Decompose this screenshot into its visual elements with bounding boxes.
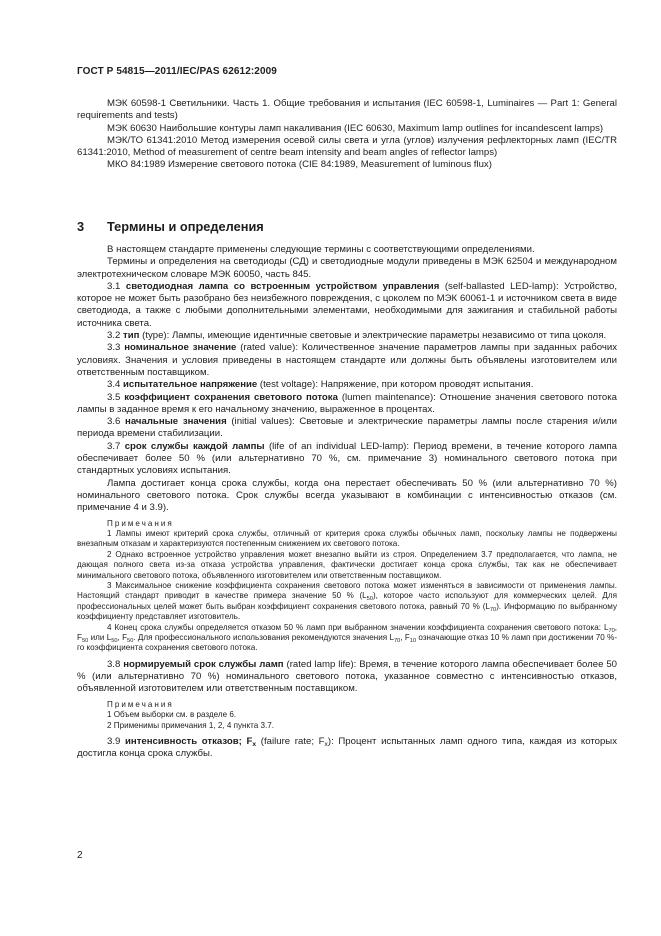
term-3-6	[77, 416, 617, 441]
term-definition: (test voltage): Напряжение, при котором проводят испытания.	[257, 379, 534, 391]
term-name: светодиодная лампа со встроенным устройством управления	[125, 280, 440, 292]
notes-title: Примечания	[107, 518, 174, 528]
note-text: 3 Максимальное снижение коэффициента сохранения светового потока может изменяться в зависимости от применения лампы. Настоящий стандарт приводит в качестве примера значение 50 % (L	[77, 580, 617, 601]
term-definition: (life of an individual LED-lamp): Период времени, в течение которого лампа обеспечивает более 50 % (или альтернативно 70 %, см. примечание 3) номинального светового потока при стандартных условиях испытания.	[77, 440, 617, 477]
term-name: коэффициент сохранения светового потока	[124, 391, 338, 403]
note-text: , F	[400, 633, 410, 642]
subscript: 50	[127, 638, 134, 644]
term-3-1	[77, 281, 617, 330]
note-text: ). Информацию по выбранному коэффициенту представляет изготовитель.	[77, 601, 617, 622]
subscript: x	[252, 740, 257, 748]
term-3-5	[77, 392, 617, 417]
term-definition: (rated value): Количественное значение параметров лампы при заданных рабочих условиях. Значения и условия приведены в настоящем стандарте или должны быть объявлены изготовителем или ответственным поставщиком.	[77, 342, 617, 378]
term-number: 3.3	[107, 342, 121, 354]
reference-item: МЭК/ТО 61341:2010 Метод измерения осевой силы света и угла (углов) излучения рефлекторных ламп (IEC/TR 61341:2010, Method of measurement of centre beam intensity and beam angles of reflector lamps)	[77, 134, 617, 159]
term-3-7-paragraph: Лампа достигает конца срока службы, когда она перестает обеспечивать 50 % (или альтернативно 70 %) номинального светового потока. Срок службы всегда указывают в комбинации с интенсивностью отказов (см. примечание 4 и 3.9).	[77, 477, 617, 514]
subscript: 50	[366, 596, 373, 603]
term-number: 3.5	[107, 391, 121, 403]
term-number: 3.2	[107, 330, 121, 342]
term-definition: ): Процент испытанных ламп одного типа, каждая из которых достигла конца срока службы.	[77, 735, 617, 760]
notes-block-3-7	[77, 519, 617, 654]
term-definition: (rated lamp life): Время, в течение которого лампа обеспечивает более 50 % (или альтернативно 70 %) номинального светового потока, указанное совместно с интенсивностью отказов, объявленной изготовителем или ответственным поставщиком.	[77, 658, 617, 695]
term-3-3	[77, 342, 617, 379]
term-name: тип	[123, 330, 140, 342]
subscript: 70	[489, 606, 497, 613]
term-number: 3.9	[107, 735, 121, 747]
term-number: 3.7	[107, 440, 121, 452]
references-list	[77, 98, 617, 172]
section-heading	[77, 219, 264, 234]
subscript: 70	[608, 627, 615, 634]
note-text: . Для профессионального использования рекомендуются значения L	[133, 633, 394, 642]
reference-item: МЭК 60598-1 Светильники. Часть 1. Общие требования и испытания (IEC 60598-1, Luminaires — Part 1: General requirements and tests)	[77, 98, 617, 122]
note-text: ), которое часто используют для коммерческих целей. Для профессиональных целей может быть выбран коэффициент сохранения светового потока, равный 70 % (L	[77, 591, 618, 611]
terms-body	[77, 244, 617, 761]
note-text: означающие отказ 10 % ламп при достижении 70 %-го коэффициента сохранения светового потока.	[77, 633, 618, 653]
term-name: начальные значения	[125, 416, 227, 428]
notes-block-3-8	[77, 700, 617, 731]
note-item: 1 Лампы имеют критерий срока службы, отличный от критерия срока службы обычных ламп, поскольку лампы не подвержены внезапным отказам и характеризуются постепенным снижением их светового потока.	[77, 528, 617, 549]
note-item	[77, 581, 617, 623]
term-definition: (initial values): Световые и электрические параметры лампы после старения и/или периода времени стабилизации.	[77, 416, 618, 440]
term-3-4	[77, 379, 617, 391]
subscript: 50	[81, 638, 89, 644]
term-name: срок службы каждой лампы	[124, 440, 265, 452]
standard-header: ГОСТ Р 54815—2011/IEC/PAS 62612:2009	[77, 66, 277, 77]
note-item	[77, 623, 617, 654]
term-3-8	[77, 659, 617, 696]
intro-paragraph: Термины и определения на светодиоды (СД) и светодиодные модули приведены в МЭК 62504 и международном электротехническом словаре МЭК 60050, часть 845.	[77, 256, 617, 280]
term-name: номинальное значение	[124, 342, 237, 354]
term-name: испытательное напряжение	[123, 379, 258, 391]
term-number: 3.4	[107, 379, 121, 391]
term-3-2	[77, 330, 617, 342]
note-item: 2 Однако встроенное устройство управления может внезапно выйти из строя. Определением 3.7 предполагается, что лампа, не дающая полного света из-за отказа устройства управления, фактически достигает конца срока службы, так как не обеспечивает минимального светового потока, объявленного изготовителем или ответственным поставщиком.	[77, 549, 617, 580]
subscript: 10	[409, 638, 417, 644]
note-text: 4 Конец срока службы определяется отказом 50 % ламп при выбранном значении коэффициента сохранения светового потока: L	[107, 622, 609, 632]
section-number: 3	[77, 219, 85, 234]
reference-item: МКО 84:1989 Измерение светового потока (CIE 84:1989, Measurement of luminous flux)	[107, 159, 492, 171]
term-3-9	[77, 736, 617, 761]
note-text: , F	[77, 622, 617, 642]
term-definition: (self-ballasted LED-lamp): Устройство, которое не может быть разобрано без неизбежного повреждения, с цоколем по МЭК 60061-1 и источником света в виде светодиода, а также с любыми дополнительными элементами, необходимыми для зажигания и стабильной работы источника света.	[77, 280, 617, 329]
term-definition: (type): Лампы, имеющие идентичные световые и электрические параметры независимо от типа цоколя.	[139, 330, 607, 342]
term-3-7	[77, 441, 617, 478]
subscript: 50	[111, 638, 118, 644]
notes-title: Примечания	[107, 699, 174, 709]
term-number: 3.8	[107, 658, 121, 670]
subscript: 70	[393, 638, 401, 644]
note-text: , F	[117, 633, 128, 642]
term-definition: (lumen maintenance): Отношение значения светового потока лампы в заданное время к его начальному значению, выраженное в процентах.	[77, 391, 617, 415]
term-definition: (failure rate; F	[256, 735, 325, 747]
note-text: или L	[88, 633, 112, 642]
note-item: 1 Объем выборки см. в разделе 6.	[107, 710, 237, 720]
term-name	[125, 736, 256, 747]
subscript: x	[324, 740, 328, 748]
reference-item: МЭК 60630 Наибольшие контуры ламп накаливания (IEC 60630, Maximum lamp outlines for incandescent lamps)	[107, 122, 604, 134]
page-number: 2	[77, 850, 83, 861]
note-item: 2 Применимы примечания 1, 2, 4 пункта 3.7.	[107, 720, 274, 730]
term-name-text: интенсивность отказов; F	[125, 735, 253, 747]
term-number: 3.6	[107, 416, 121, 428]
intro-paragraph: В настоящем стандарте применены следующие термины с соответствующими определениями.	[107, 244, 535, 255]
section-title: Термины и определения	[107, 219, 264, 234]
term-name: нормируемый срок службы ламп	[123, 658, 284, 670]
term-number: 3.1	[107, 280, 121, 292]
